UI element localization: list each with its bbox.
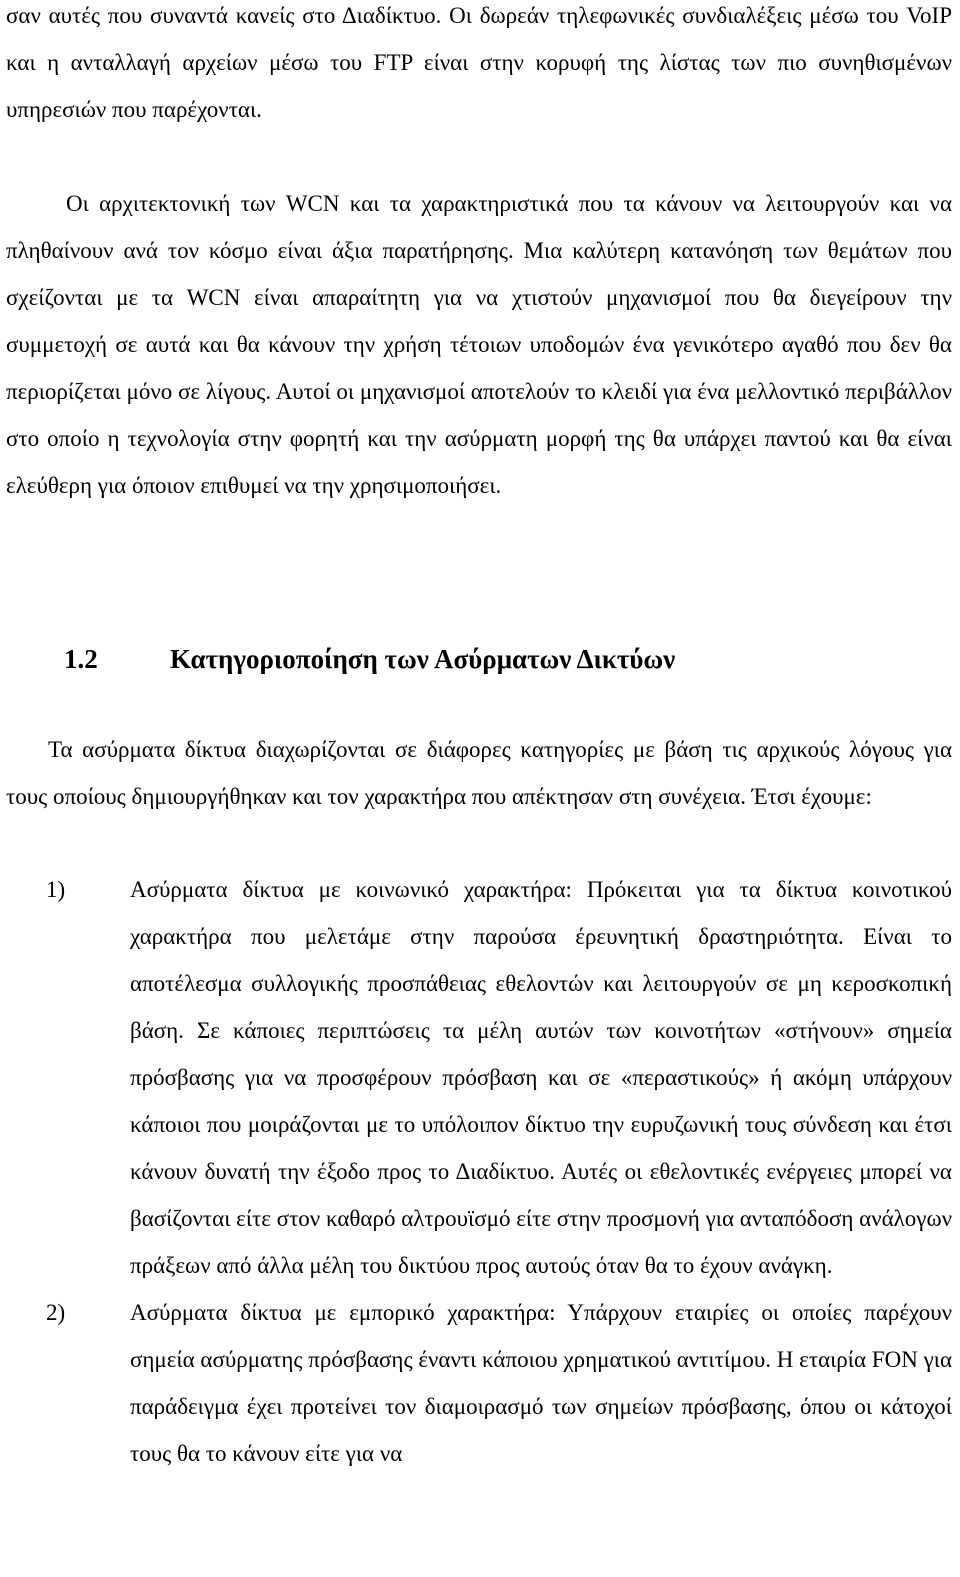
section-heading [64, 636, 675, 683]
list-item-commercial [0, 1289, 960, 1477]
paragraph-wcn-architecture: Οι αρχιτεκτονική των WCN και τα χαρακτηριστικά που τα κάνουν να λειτουργούν και να πληθαίνουν ανά τον κόσμο είναι άξια παρατήρησης. Μια καλύτερη κατανόηση των θεμάτων που σχείζονται με τα WCN είναι απαραίτητη για να χτιστούν μηχανισμοί που θα διεγείρουν την συμμετοχή σε αυτά και θα κάνουν την χρήση τέτοιων υποδομών ένα γενικότερο αγαθό που δεν θα περιορίζεται μόνο σε λίγους. Αυτοί οι μηχανισμοί αποτελούν το κλειδί για ένα μελλοντικό περιβάλλον στο οποίο η τεχνολογία στην φορητή και την ασύρματη μορφή της θα υπάρχει παντού και θα είναι ελεύθερη για όποιον επιθυμεί να την χρησιμοποιήσει. [6, 191, 952, 498]
list-item-number: 2) [46, 1300, 66, 1325]
list-item-social [0, 866, 960, 1289]
section-title: Κατηγοριοποίηση των Ασύρματων Δικτύων [170, 644, 676, 674]
category-list [0, 866, 960, 1477]
paragraph-intro-continuation: σαν αυτές που συναντά κανείς στο Διαδίκτυο. Οι δωρεάν τηλεφωνικές συνδιαλέξεις μέσω του VoIP και η ανταλλαγή αρχείων μέσω του FTP είναι στην κορυφή της λίστας των πιο συνηθισμένων υπηρεσιών που παρέχονται. [6, 3, 952, 122]
list-item-number: 1) [46, 877, 66, 902]
list-item-text: Ασύρματα δίκτυα με εμπορικό χαρακτήρα: Υπάρχουν εταιρίες οι οποίες παρέχουν σημεία ασύρματης πρόσβασης έναντι κάποιου χρηματικού αντιτίμου. Η εταιρία FON για παράδειγμα έχει προτείνει τον διαμοιρασμό των σημείων πρόσβασης, όπου οι κάτοχοί τους θα το κάνουν είτε για να [130, 1300, 952, 1466]
paragraph-categories-intro: Τα ασύρματα δίκτυα διαχωρίζονται σε διάφορες κατηγορίες με βάση τις αρχικούς λόγους για τους οποίους δημιουργήθηκαν και τον χαρακτήρα που απέκτησαν στη συνέχεια. Έτσι έχουμε: [6, 737, 952, 809]
list-item-text: Ασύρματα δίκτυα με κοινωνικό χαρακτήρα: Πρόκειται για τα δίκτυα κοινοτικού χαρακτήρα που μελετάμε στην παρούσα έρευνητική δραστηριότητα. Είναι το αποτέλεσμα συλλογικής προσπάθειας εθελοντών και λειτουργούν σε μη κεροσκοπική βάση. Σε κάποιες περιπτώσεις τα μέλη αυτών των κοινοτήτων «στήνουν» σημεία πρόσβασης για να προσφέρουν πρόσβαση και σε «περαστικούς» ή ακόμη υπάρχουν κάποιοι που μοιράζονται με το υπόλοιπον δίκτυο την ευρυζωνική τους σύνδεση και έτσι κάνουν δυνατή την έξοδο προς το Διαδίκτυο. Αυτές οι εθελοντικές ενέργειες μπορεί να βασίζονται είτε στον καθαρό αλτρουϊσμό είτε στην προσμονή για ανταπόδοση ανάλογων πράξεων από άλλα μέλη του δικτύου προς αυτούς όταν θα το έχουν ανάγκη. [130, 877, 952, 1278]
section-number: 1.2 [64, 644, 98, 674]
